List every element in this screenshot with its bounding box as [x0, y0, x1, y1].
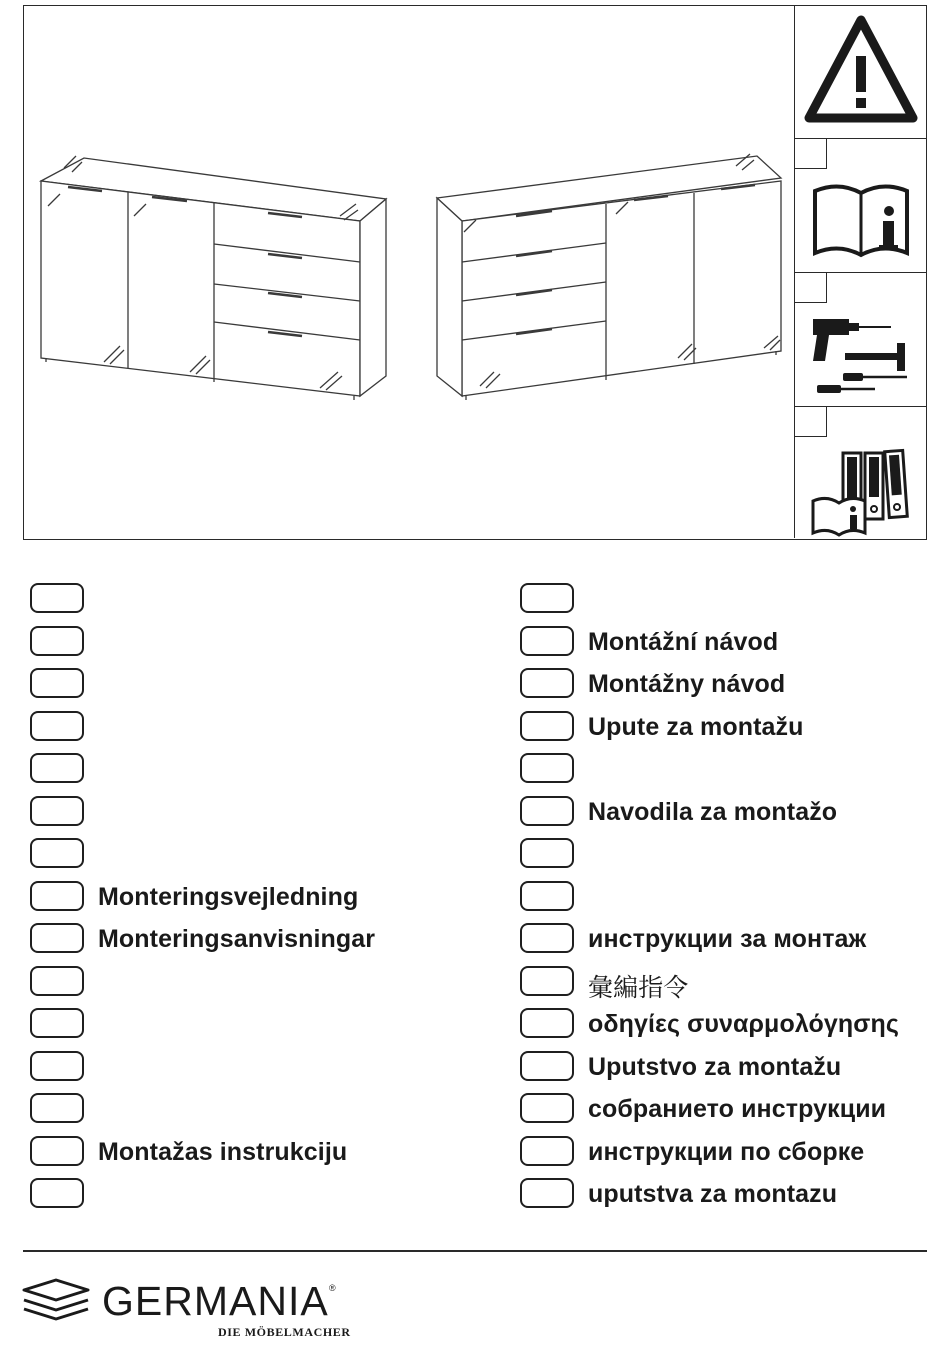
language-row	[30, 838, 450, 872]
brand-tagline: DIE MÖBELMACHER	[218, 1325, 351, 1339]
sideboard-illustration	[24, 6, 794, 538]
language-checkbox[interactable]	[520, 923, 574, 953]
language-label: инструкции по сборке	[588, 1137, 865, 1166]
language-row	[520, 1008, 940, 1042]
language-checkbox[interactable]	[30, 668, 84, 698]
warning-triangle-icon	[795, 6, 927, 139]
language-row	[520, 923, 940, 957]
language-checkbox[interactable]	[520, 1093, 574, 1123]
language-row	[520, 626, 940, 660]
language-row	[30, 668, 450, 702]
language-label: 彙編指令	[588, 973, 689, 1002]
language-label: инструкции за монтаж	[588, 925, 867, 953]
language-label: Montažas instrukciju	[98, 1137, 348, 1166]
language-row	[30, 796, 450, 830]
language-checkbox[interactable]	[520, 1136, 574, 1166]
language-label: uputstva za montazu	[588, 1180, 838, 1208]
tools-icon	[795, 273, 927, 407]
language-row	[30, 1093, 450, 1127]
language-checkbox[interactable]	[520, 1178, 574, 1208]
language-checkbox[interactable]	[30, 626, 84, 656]
tools-cell	[795, 273, 927, 407]
language-row	[520, 1051, 940, 1085]
manual-cell	[795, 139, 927, 273]
warning-cell	[795, 6, 927, 139]
language-checkbox[interactable]	[30, 583, 84, 613]
language-checkbox[interactable]	[30, 966, 84, 996]
language-checkbox[interactable]	[30, 1008, 84, 1038]
language-row	[30, 1136, 450, 1170]
language-checkbox[interactable]	[520, 583, 574, 613]
language-row	[520, 1178, 940, 1212]
language-row	[520, 796, 940, 830]
language-label: Upute za montažu	[588, 712, 804, 741]
language-checkbox[interactable]	[30, 838, 84, 868]
manual-info-icon	[795, 139, 927, 273]
brand-name: GERMANIA	[102, 1278, 329, 1324]
language-label: Monteringsvejledning	[98, 882, 359, 911]
language-row	[520, 583, 940, 617]
language-label: Uputstvo za montažu	[588, 1052, 842, 1081]
illustration-frame	[23, 5, 927, 540]
binders-info-icon	[795, 407, 927, 538]
language-checkbox[interactable]	[520, 796, 574, 826]
language-checkbox[interactable]	[520, 753, 574, 783]
language-row	[520, 1136, 940, 1170]
language-row	[30, 881, 450, 915]
language-checkbox[interactable]	[30, 1051, 84, 1081]
footer-divider	[23, 1250, 927, 1252]
icon-sidebar	[794, 6, 927, 538]
language-label: Montážní návod	[588, 627, 779, 656]
documents-cell	[795, 407, 927, 538]
language-label: Navodila za montažo	[588, 797, 838, 826]
language-checkbox[interactable]	[30, 711, 84, 741]
language-checkbox[interactable]	[520, 626, 574, 656]
language-row	[520, 753, 940, 787]
language-row	[30, 711, 450, 745]
language-checkbox[interactable]	[520, 668, 574, 698]
language-row	[520, 966, 940, 1000]
language-row	[30, 1008, 450, 1042]
language-row	[30, 583, 450, 617]
language-checkbox[interactable]	[30, 1178, 84, 1208]
language-checkbox[interactable]	[520, 711, 574, 741]
language-label: собранието инструкции	[588, 1095, 887, 1123]
language-row	[520, 881, 940, 915]
language-row	[30, 1051, 450, 1085]
language-row	[30, 966, 450, 1000]
language-row	[30, 626, 450, 660]
language-checkbox[interactable]	[30, 796, 84, 826]
language-row	[30, 1178, 450, 1212]
language-label: Montážny návod	[588, 670, 786, 698]
language-checkbox[interactable]	[30, 881, 84, 911]
language-row	[30, 753, 450, 787]
language-row	[520, 668, 940, 702]
language-row	[520, 1093, 940, 1127]
language-checkbox[interactable]	[520, 881, 574, 911]
language-label: Monteringsanvisningar	[98, 925, 376, 953]
language-row	[520, 838, 940, 872]
registered-mark: ®	[329, 1283, 336, 1293]
language-checkbox[interactable]	[520, 966, 574, 996]
language-checkbox[interactable]	[30, 1136, 84, 1166]
language-label: οδηγίες συναρμολόγησης	[588, 1010, 899, 1038]
language-checkbox[interactable]	[520, 1008, 574, 1038]
language-checkbox[interactable]	[30, 1093, 84, 1123]
language-row	[30, 923, 450, 957]
language-checkbox[interactable]	[520, 1051, 574, 1081]
language-row	[520, 711, 940, 745]
language-checkbox[interactable]	[30, 753, 84, 783]
language-checkbox[interactable]	[520, 838, 574, 868]
language-checkbox[interactable]	[30, 923, 84, 953]
